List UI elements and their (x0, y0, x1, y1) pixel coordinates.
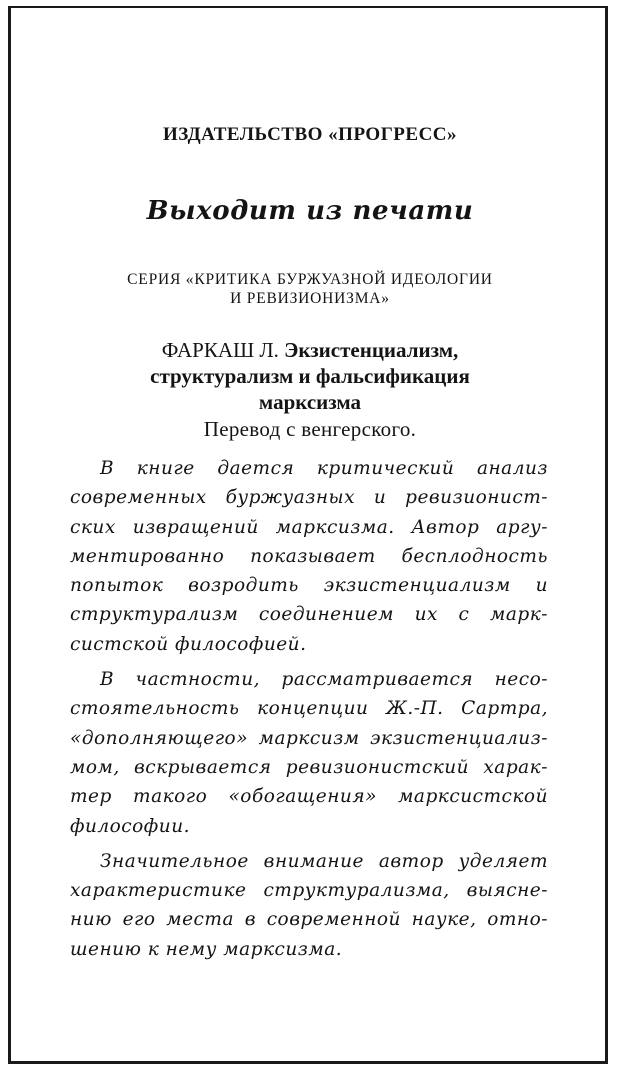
annotation-line: попыток возродить экзистенциализм и (70, 575, 548, 597)
annotation-line: «дополняющего» марксизм экзистенциализ- (70, 727, 548, 749)
annotation-line: тер такого «обогащения» марксистской (70, 786, 548, 808)
book-title-part: Экзистенциализм, (284, 338, 459, 362)
annotation-line: В частности, рассматривается несо- (100, 669, 548, 691)
series-title-line: СЕРИЯ «КРИТИКА БУРЖУАЗНОЙ ИДЕОЛОГИИ (127, 271, 493, 288)
annotation-line: ских извращений марксизма. Автор аргу- (70, 516, 548, 538)
announcement-headline: Выходит из печати (146, 196, 474, 226)
book-title-line: марксизма (258, 390, 362, 414)
series-title (0, 270, 620, 308)
annotation-line: шению к нему марксизма. (70, 938, 343, 960)
annotation-line: нию его места в современной науке, отно- (70, 909, 548, 931)
series-title-line: И РЕВИЗИОНИЗМА» (230, 290, 390, 307)
annotation-line: Значительное внимание автор уделяет (100, 850, 548, 872)
book-title-block (0, 337, 620, 415)
annotation-line: характеристике структурализма, выясне- (70, 880, 548, 902)
annotation-paragraph (70, 847, 548, 964)
book-title-line (0, 337, 620, 363)
annotation-paragraph (70, 665, 548, 841)
annotation-line: мом, вскрывается ревизионистский харак- (70, 756, 548, 778)
annotation-line: философии. (70, 815, 191, 837)
annotation-paragraph (70, 454, 548, 659)
annotation-line: современных буржуазных и ревизионист- (70, 487, 548, 509)
book-title-line: структурализм и фальсификация (150, 364, 470, 388)
annotation-line: систской философией. (70, 633, 307, 655)
annotation-line: В книге дается критический анализ (100, 458, 548, 479)
translation-note: Перевод с венгерского. (203, 417, 417, 441)
annotation-line: стоятельность концепции Ж.-П. Сартра, (70, 698, 548, 720)
annotation-line: ментированно показывает бесплодность (70, 545, 548, 567)
book-annotation (70, 454, 548, 970)
annotation-line: структурализм соединением их с марк- (70, 604, 548, 626)
book-author: ФАРКАШ Л. (161, 338, 279, 362)
publisher-heading: ИЗДАТЕЛЬСТВО «ПРОГРЕСС» (162, 124, 458, 145)
